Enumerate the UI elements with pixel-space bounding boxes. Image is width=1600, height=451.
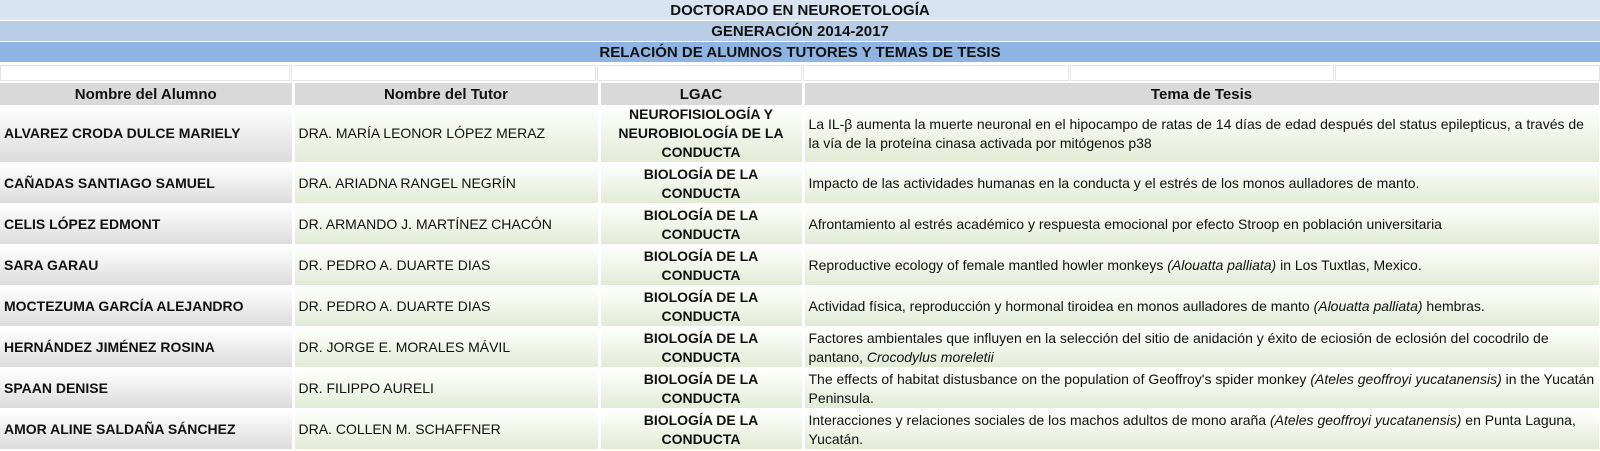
blank-row (0, 63, 1600, 83)
thesis-text: Actividad física, reproducción y hormonal tiroidea en monos aulladores de manto (808, 298, 1314, 314)
species-name: (Alouatta palliata) (1167, 257, 1277, 273)
thesis-text: hembras. (1422, 298, 1485, 314)
table-row (0, 368, 1600, 409)
thesis-topic-cell[interactable] (803, 368, 1600, 409)
thesis-text: Impacto de las actividades humanas en la conducta y el estrés de los monos aulladores de manto. (808, 175, 1420, 191)
header-row (0, 83, 1600, 105)
column-header-thesis[interactable]: Tema de Tesis (803, 83, 1600, 105)
lgac-cell[interactable]: BIOLOGÍA DE LA CONDUCTA (599, 163, 803, 204)
student-name-cell[interactable]: HERNÁNDEZ JIMÉNEZ ROSINA (0, 327, 293, 368)
lgac-cell[interactable]: BIOLOGÍA DE LA CONDUCTA (599, 286, 803, 327)
lgac-cell[interactable]: BIOLOGÍA DE LA CONDUCTA (599, 204, 803, 245)
blank-cell[interactable] (597, 65, 802, 81)
student-name-cell[interactable]: AMOR ALINE SALDAÑA SÁNCHEZ (0, 409, 293, 450)
program-title: DOCTORADO EN NEUROETOLOGÍA (0, 0, 1600, 21)
lgac-cell[interactable]: BIOLOGÍA DE LA CONDUCTA (599, 409, 803, 450)
thesis-topic-cell[interactable] (803, 204, 1600, 245)
thesis-table (0, 83, 1600, 451)
table-row (0, 245, 1600, 286)
column-header-lgac[interactable]: LGAC (599, 83, 803, 105)
column-header-tutor[interactable]: Nombre del Tutor (293, 83, 599, 105)
table-row (0, 105, 1600, 163)
tutor-name-cell[interactable]: DR. PEDRO A. DUARTE DIAS (293, 286, 599, 327)
lgac-cell[interactable]: BIOLOGÍA DE LA CONDUCTA (599, 327, 803, 368)
blank-cell[interactable] (1335, 65, 1600, 81)
blank-cell[interactable] (0, 65, 290, 81)
student-name-cell[interactable]: SARA GARAU (0, 245, 293, 286)
thesis-topic-cell[interactable] (803, 409, 1600, 450)
thesis-topic-cell[interactable] (803, 163, 1600, 204)
thesis-text: Afrontamiento al estrés académico y respuesta emocional por efecto Stroop en población universitaria (808, 216, 1442, 232)
tutor-name-cell[interactable]: DR. ARMANDO J. MARTÍNEZ CHACÓN (293, 204, 599, 245)
species-name: (Ateles geoffroyi yucatanensis) (1310, 370, 1502, 387)
student-name-cell[interactable]: SPAAN DENISE (0, 368, 293, 409)
thesis-text: in the Yucatán Peninsula. (808, 370, 1595, 406)
table-row (0, 327, 1600, 368)
table-row (0, 163, 1600, 204)
student-name-cell[interactable]: ALVAREZ CRODA DULCE MARIELY (0, 105, 293, 163)
table-row (0, 409, 1600, 450)
table-row (0, 286, 1600, 327)
species-name: (Ateles geoffroyi yucatanensis) (1269, 411, 1462, 428)
thesis-text: Reproductive ecology of female mantled howler monkeys (808, 257, 1168, 273)
thesis-topic-cell[interactable] (803, 327, 1600, 368)
tutor-name-cell[interactable]: DR. JORGE E. MORALES MÁVIL (293, 327, 599, 368)
thesis-text: en Punta Laguna, Yucatán. (808, 411, 1576, 447)
blank-cell[interactable] (803, 65, 1069, 81)
lgac-cell[interactable]: BIOLOGÍA DE LA CONDUCTA (599, 245, 803, 286)
table-row (0, 204, 1600, 245)
tutor-name-cell[interactable]: DRA. MARÍA LEONOR LÓPEZ MERAZ (293, 105, 599, 163)
species-name: Crocodylus moreletii (866, 348, 994, 365)
relation-title: RELACIÓN DE ALUMNOS TUTORES Y TEMAS DE TESIS (0, 42, 1600, 63)
tutor-name-cell[interactable]: DR. FILIPPO AURELI (293, 368, 599, 409)
generation-title: GENERACIÓN 2014-2017 (0, 21, 1600, 42)
student-name-cell[interactable]: CAÑADAS SANTIAGO SAMUEL (0, 163, 293, 204)
column-header-student[interactable]: Nombre del Alumno (0, 83, 293, 105)
thesis-text: in Los Tuxtlas, Mexico. (1276, 257, 1422, 273)
blank-cell[interactable] (1070, 65, 1334, 81)
thesis-text: Factores ambientales que influyen en la selección del sitio de anidación y éxito de eciosión de eclosión del cocodrilo de pantano, (808, 329, 1549, 365)
tutor-name-cell[interactable]: DRA. ARIADNA RANGEL NEGRÍN (293, 163, 599, 204)
thesis-topic-cell[interactable] (803, 286, 1600, 327)
thesis-text: The effects of habitat distusbance on the population of Geoffroy's spider monkey (808, 370, 1311, 387)
table-body (0, 105, 1600, 450)
thesis-topic-cell[interactable] (803, 245, 1600, 286)
tutor-name-cell[interactable]: DR. PEDRO A. DUARTE DIAS (293, 245, 599, 286)
thesis-text: Interacciones y relaciones sociales de los machos adultos de mono araña (808, 411, 1270, 428)
lgac-cell[interactable]: NEUROFISIOLOGÍA Y NEUROBIOLOGÍA DE LA CONDUCTA (599, 105, 803, 163)
student-name-cell[interactable]: MOCTEZUMA GARCÍA ALEJANDRO (0, 286, 293, 327)
blank-cell[interactable] (291, 65, 596, 81)
lgac-cell[interactable]: BIOLOGÍA DE LA CONDUCTA (599, 368, 803, 409)
species-name: (Alouatta palliata) (1313, 298, 1423, 314)
thesis-text: La IL-β aumenta la muerte neuronal en el hipocampo de ratas de 14 días de edad después del status epilepticus, a través de la vía de la proteína cinasa activada por mitógenos p38 (808, 115, 1584, 151)
thesis-topic-cell[interactable] (803, 105, 1600, 163)
student-name-cell[interactable]: CELIS LÓPEZ EDMONT (0, 204, 293, 245)
tutor-name-cell[interactable]: DRA. COLLEN M. SCHAFFNER (293, 409, 599, 450)
